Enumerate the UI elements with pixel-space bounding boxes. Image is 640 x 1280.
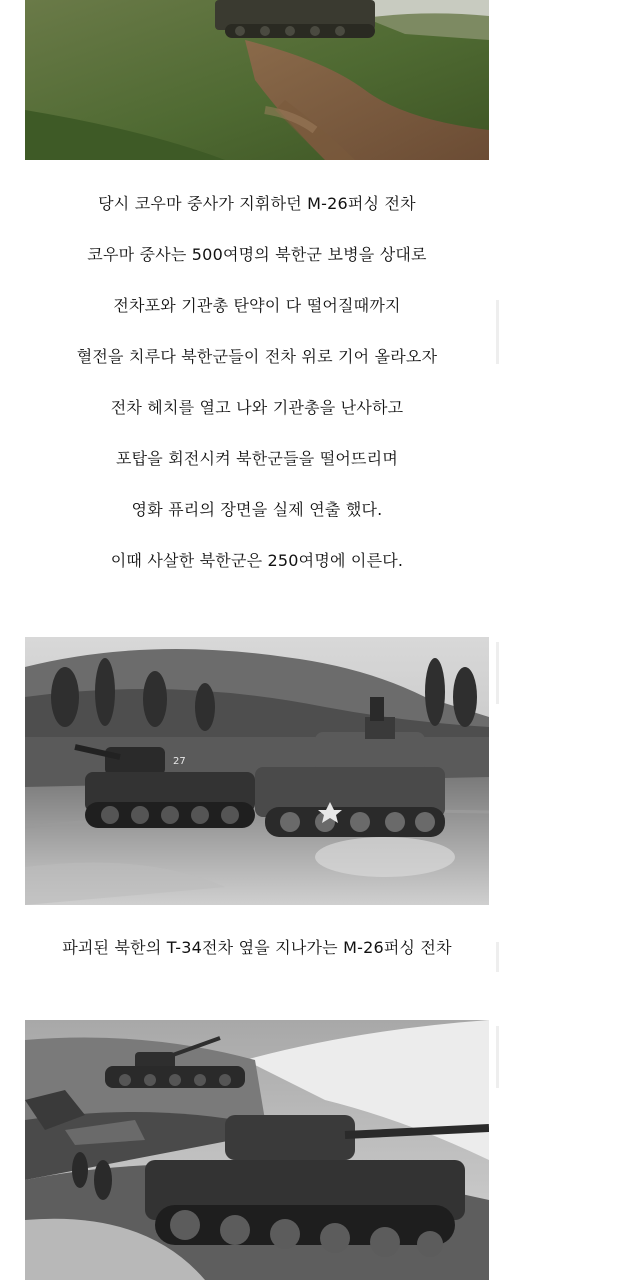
scroll-mark [496, 942, 499, 972]
tank-photo-top [25, 0, 489, 160]
story-line: 포탑을 회전시켜 북한군들을 떨어뜨리며 [115, 449, 398, 468]
story-line: 전차포와 기관총 탄약이 다 떨어질때까지 [113, 296, 401, 315]
scroll-mark [496, 1026, 499, 1088]
story-line: 이때 사살한 북한군은 250여명에 이른다. [110, 551, 404, 570]
scroll-mark [496, 642, 499, 704]
turret-marking: 27 [173, 756, 186, 767]
story-line: 코우마 중사는 500여명의 북한군 보병을 상대로 [87, 245, 427, 264]
story-line: 영화 퓨리의 장면을 실제 연출 했다. [131, 500, 383, 519]
tank-silhouette [215, 0, 375, 38]
photo-caption: 파괴된 북한의 T-34전차 옆을 지나가는 M-26퍼싱 전차 [62, 938, 452, 957]
scroll-mark [496, 300, 499, 364]
tank-photo-middle [25, 637, 489, 905]
story-line: 혈전을 치루다 북한군들이 전차 위로 기어 올라오자 [76, 347, 438, 366]
story-line: 당시 코우마 중사가 지휘하던 M-26퍼싱 전차 [98, 194, 416, 213]
story-line: 전차 헤치를 열고 나와 기관총을 난사하고 [110, 398, 404, 417]
tank-photo-bottom [25, 1020, 489, 1280]
